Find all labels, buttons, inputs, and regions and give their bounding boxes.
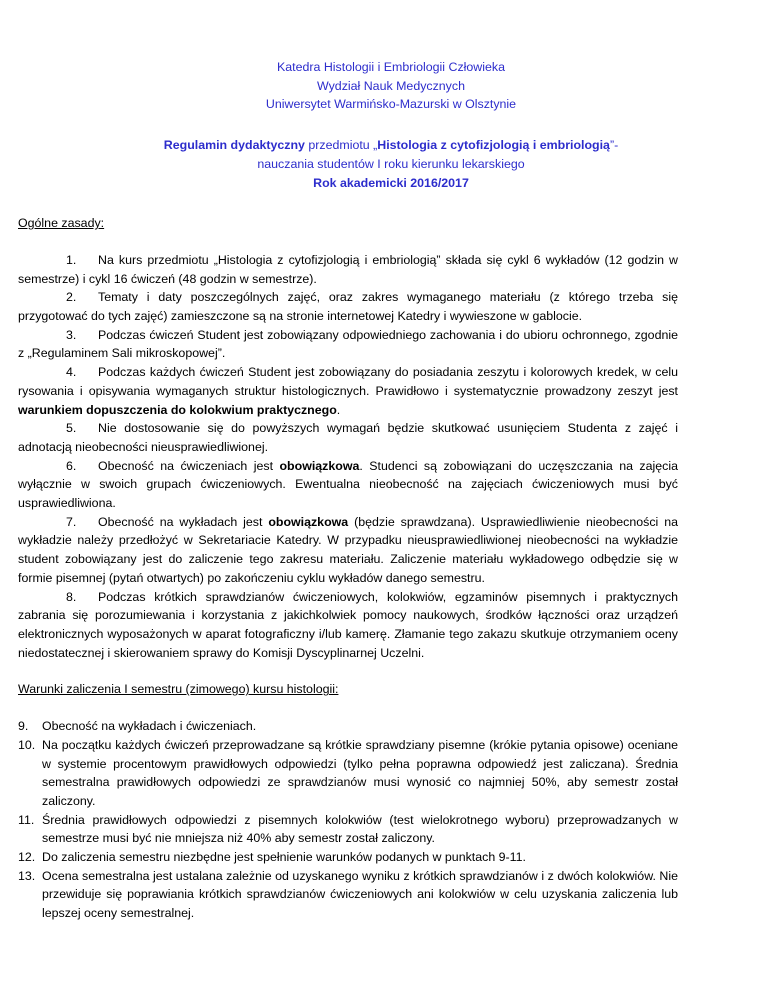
rule-number: 8. <box>66 589 77 604</box>
rule-text-bold: obowiązkowa <box>268 514 349 529</box>
rule-number: 3. <box>66 327 77 342</box>
section-general-heading: Ogólne zasady: <box>18 216 105 231</box>
rule-text: Obecność na wykładach jest <box>98 514 269 529</box>
title-course-name: Histologia z cytofizjologią i embriologią <box>377 138 610 153</box>
title-line-1 <box>104 136 678 155</box>
condition-number: 12. <box>18 850 36 865</box>
rule-text-end: . <box>336 402 341 417</box>
rule-item <box>18 588 678 663</box>
rule-text: Na kurs przedmiotu „Histologia z cytofizjologią i embriologią” składa się cykl 6 wykładów (12 godzin w semestrze) i cykl 16 ćwiczeń (48 godzin w semestrze). <box>18 252 678 286</box>
rule-item <box>18 251 678 288</box>
rule-text-bold: obowiązkowa <box>279 458 360 473</box>
rule-text: Tematy i daty poszczególnych zajęć, oraz zakres wymaganego materiału (z którego trzeba się przygotować do tych zajęć) zamieszczone są na stronie internetowej Katedry i wywieszone w gablocie. <box>18 290 678 324</box>
rule-text: Podczas krótkich sprawdzianów ćwiczeniowych, kolokwiów, egzaminów pisemnych i praktycznych zabrania się porozumiewania i korzystania z jakichkolwiek pomocy naukowych, środków łączności oraz urządzeń elektronicznych wyposażonych w aparat fotograficzny i/lub kamerę. Złamanie tego zakazu skutkuje otrzymaniem oceny niedostatecznej i skierowaniem sprawy do Komisji Dyscyplinarnej Uczelni. <box>18 589 678 660</box>
rule-text-end: . Studenci są zobowiązani do uczęszczania na zajęcia wyłącznie w swoich grupach ćwiczeniowych. Ewentualna nieobecność na zajęciach ćwiczeniowych musi być usprawiedliwiona. <box>18 458 678 511</box>
section-general <box>18 214 678 923</box>
condition-text: Na początku każdych ćwiczeń przeprowadzane są krótkie sprawdziany pisemne (krókie pytania opisowe) oceniane w systemie procentowym prawidłowych odpowiedzi (tylko pełna poprawna odpowiedź jest zaliczana). Średnia semestralna prawidłowych odpowiedzi ze sprawdzianów musi wynosić co najmniej 50%, aby semestr został zaliczony. <box>42 737 678 808</box>
rule-text: Nie dostosowanie się do powyższych wymagań będzie skutkować usunięciem Studenta z zajęć i adnotacją nieobecności nieusprawiedliwionej. <box>18 421 678 454</box>
condition-number: 13. <box>18 868 36 883</box>
title-regulation: Regulamin dydaktyczny <box>163 138 305 153</box>
rule-item <box>18 513 678 588</box>
condition-item <box>18 736 678 811</box>
university-name: Uniwersytet Warmińsko-Mazurski w Olsztynie <box>265 97 517 112</box>
rule-item <box>18 457 678 513</box>
institution-header <box>104 58 678 114</box>
section-winter-heading: Warunki zaliczenia I semestru (zimowego) kursu histologii: <box>18 682 339 697</box>
rule-number: 2. <box>66 290 77 305</box>
condition-text: Ocena semestralna jest ustalana zależnie od uzyskanego wyniku z krótkich sprawdzianów i z dwóch kolokwiów. Nie przewiduje się poprawiania krótkich sprawdzianów ćwiczeniowych ani kolokwiów w celu uzyskania zaliczenia lub lepszej oceny semestralnej. <box>42 868 678 921</box>
condition-number: 10. <box>18 737 36 752</box>
condition-item <box>18 848 678 867</box>
rule-text-bold: warunkiem dopuszczenia do kolokwium praktycznego <box>18 402 337 417</box>
academic-year: Rok akademicki 2016/2017 <box>313 175 469 190</box>
winter-conditions-list <box>18 717 678 923</box>
title-line-2: nauczania studentów I roku kierunku lekarskiego <box>257 156 525 171</box>
faculty-name: Wydział Nauk Medycznych <box>317 78 465 93</box>
rule-number: 1. <box>66 252 77 267</box>
rule-text: Obecność na ćwiczeniach jest <box>98 458 280 473</box>
condition-item <box>18 811 678 848</box>
rule-item <box>18 288 678 325</box>
rule-item <box>18 363 678 419</box>
document-title <box>104 136 678 192</box>
rule-text: Podczas każdych ćwiczeń Student jest zobowiązany do posiadania zeszytu i kolorowych kredek, w celu rysowania i opisywania wymaganych struktur histologicznych. Prawidłowo i systematycznie prowadzony zeszyt jest <box>18 365 678 398</box>
title-course-suffix: ”- <box>609 138 619 153</box>
department-name: Katedra Histologii i Embriologii Człowieka <box>277 60 505 74</box>
condition-number: 11. <box>18 812 35 827</box>
rule-item <box>18 326 678 363</box>
condition-number: 9. <box>18 719 29 734</box>
condition-text: Do zaliczenia semestru niezbędne jest spełnienie warunków podanych w punktach 9-11. <box>42 850 526 865</box>
rule-number: 7. <box>66 514 77 529</box>
condition-item <box>18 867 678 923</box>
rule-number: 6. <box>66 458 77 473</box>
rule-text: Podczas ćwiczeń Student jest zobowiązany odpowiedniego zachowania i do ubioru ochronnego, zgodnie z „Regulaminem Sali mikroskopowej”. <box>18 327 678 361</box>
rule-text-end: (będzie sprawdzana). Usprawiedliwienie nieobecności na wykładzie należy przedłożyć w Sekretariacie Katedry. W przypadku nieusprawiedliwionej nieobecności na wykładzie student zobowiązany jest do zaliczenie tego zakresu materiału. Zaliczenie materiału wykładowego odbędzie się w formie pisemnej (pytań otwartych) po zakończeniu cyklu wykładów danego semestru. <box>18 514 678 585</box>
rule-number: 5. <box>66 421 77 436</box>
condition-text: Średnia prawidłowych odpowiedzi z pisemnych kolokwiów (test wielokrotnego wyboru) przeprowadzanych w semestrze musi być nie mniejsza niż 40% aby semestr został zaliczony. <box>42 812 678 846</box>
rule-item <box>18 419 678 456</box>
title-course-prefix: przedmiotu „ <box>304 138 378 153</box>
rule-number: 4. <box>66 365 77 380</box>
condition-item <box>18 717 678 736</box>
condition-text: Obecność na wykładach i ćwiczeniach. <box>42 719 257 734</box>
